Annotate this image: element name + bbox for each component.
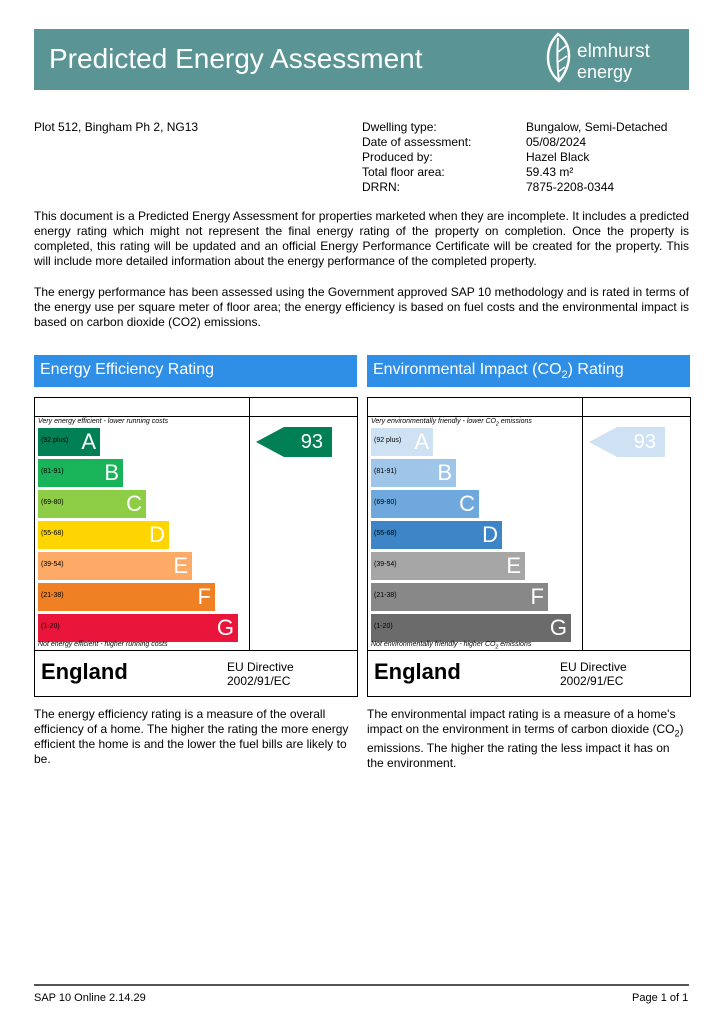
- environment-bottom-caption: [371, 641, 531, 650]
- dwelling-type-label: Dwelling type:: [362, 120, 437, 134]
- intro-paragraph-1: This document is a Predicted Energy Assessment for properties marketed when they are incomplete. It includes a predicted energy rating which might not represent the final energy rating of the property on completion. Once the property is completed, this rating will be updated and an official Energy Performance Certificate will be created for the property. This will include more detailed information about the energy performance of the completed property.: [34, 209, 689, 268]
- caption-text: Not environmentally friendly - higher CO: [371, 641, 496, 648]
- description-subscript: 2: [674, 728, 680, 739]
- energy-efficiency-heading: Energy Efficiency Rating: [34, 355, 357, 387]
- divider: [35, 416, 357, 417]
- dwelling-type-value: Bungalow, Semi-Detached: [526, 120, 668, 134]
- band-range: (69-80): [41, 499, 64, 506]
- description-text: The environmental impact rating is a measure of a home's impact on the environment in terms of carbon dioxide (CO: [367, 707, 676, 736]
- band-letter: B: [437, 460, 452, 485]
- current-rating-value: 93: [300, 431, 323, 453]
- band-range: (1-20): [41, 623, 60, 630]
- efficiency-country: England: [41, 659, 128, 684]
- software-version: SAP 10 Online 2.14.29: [34, 992, 146, 1004]
- intro-paragraph-2: The energy performance has been assessed using the Government approved SAP 10 methodology and is rated in terms of the energy use per square meter of floor area; the energy efficiency is based on fuel costs and the environmental impact is based on carbon dioxide (CO2) emissions.: [34, 285, 689, 329]
- band-range: (21-38): [374, 592, 397, 599]
- rating-band-c: [371, 490, 479, 518]
- efficiency-bottom-caption: Not energy efficient - higher running costs: [38, 641, 168, 648]
- directive-line-1: EU Directive: [560, 660, 627, 674]
- caption-text: Very environmentally friendly - lower CO: [371, 418, 497, 425]
- band-range: (39-54): [41, 561, 64, 568]
- divider: [582, 398, 583, 651]
- environmental-impact-chart: [367, 397, 691, 697]
- heading-subscript: 2: [561, 369, 568, 382]
- current-rating-arrow: [589, 427, 665, 457]
- drrn-value: 7875-2208-0344: [526, 180, 615, 194]
- rating-band-e: [371, 552, 525, 580]
- floor-area-label: Total floor area:: [362, 165, 445, 179]
- page-title: Predicted Energy Assessment: [49, 43, 423, 74]
- band-range: (21-38): [41, 592, 64, 599]
- band-letter: A: [81, 429, 96, 454]
- band-letter: A: [414, 429, 429, 454]
- divider: [368, 416, 690, 417]
- efficiency-top-caption: Very energy efficient - lower running costs: [38, 418, 169, 425]
- rating-band-d: [38, 521, 169, 549]
- band-range: (55-68): [374, 530, 397, 537]
- rating-band-a: [371, 428, 433, 456]
- current-rating-arrow: [256, 427, 332, 457]
- environment-directive: [560, 660, 627, 688]
- band-range: (92 plus): [374, 437, 402, 444]
- band-letter: G: [549, 615, 567, 640]
- rating-band-a: [38, 428, 100, 456]
- rating-band-d: [371, 521, 502, 549]
- environment-country: England: [374, 659, 461, 684]
- rating-band-b: [38, 459, 123, 487]
- band-letter: F: [530, 584, 544, 609]
- directive-line-2: 2002/91/EC: [227, 674, 291, 688]
- efficiency-directive: [227, 660, 294, 688]
- band-letter: C: [126, 491, 142, 516]
- caption-subscript: 2: [495, 644, 499, 651]
- divider: [249, 398, 250, 651]
- rating-band-g: [38, 614, 238, 642]
- page-number: Page 1 of 1: [632, 992, 689, 1004]
- band-letter: E: [506, 553, 521, 578]
- environmental-impact-heading: [367, 355, 690, 387]
- directive-line-1: EU Directive: [227, 660, 294, 674]
- rating-band-g: [371, 614, 571, 642]
- produced-by-value: Hazel Black: [526, 150, 590, 164]
- band-letter: G: [216, 615, 234, 640]
- band-letter: D: [482, 522, 498, 547]
- band-letter: D: [149, 522, 165, 547]
- band-range: (81-91): [41, 468, 64, 475]
- rating-band-f: [38, 583, 215, 611]
- caption-subscript: 2: [496, 421, 499, 428]
- environment-description: [367, 707, 685, 771]
- assessment-date-label: Date of assessment:: [362, 135, 472, 149]
- rating-band-c: [38, 490, 146, 518]
- assessment-date-value: 05/08/2024: [526, 135, 587, 149]
- description-text-end: ) emissions. The higher the rating the less impact it has on the environment.: [367, 722, 684, 771]
- environment-top-caption: [371, 418, 532, 427]
- band-range: (1-20): [374, 623, 393, 630]
- band-letter: E: [173, 553, 188, 578]
- floor-area-value: 59.43 m²: [526, 165, 574, 179]
- band-range: (39-54): [374, 561, 397, 568]
- produced-by-label: Produced by:: [362, 150, 433, 164]
- efficiency-description: The energy efficiency rating is a measure of the overall efficiency of a home. The higher the rating the more energy efficient the home is and the lower the fuel bills are likely to be.: [34, 707, 349, 766]
- band-letter: F: [197, 584, 211, 609]
- caption-text-end: emissions: [498, 418, 532, 425]
- drrn-label: DRRN:: [362, 180, 400, 194]
- leaf-logo-icon: [542, 32, 574, 84]
- current-rating-value: 93: [633, 431, 656, 453]
- band-range: (92 plus): [41, 437, 69, 444]
- rating-band-f: [371, 583, 548, 611]
- logo-subtitle: energy: [577, 62, 633, 82]
- band-range: (81-91): [374, 468, 397, 475]
- footer-divider: [34, 984, 689, 986]
- band-letter: B: [104, 460, 119, 485]
- divider: [35, 650, 357, 651]
- property-address: Plot 512, Bingham Ph 2, NG13: [34, 120, 199, 134]
- header-banner: [34, 29, 689, 90]
- rating-band-b: [371, 459, 456, 487]
- directive-line-2: 2002/91/EC: [560, 674, 624, 688]
- caption-text-end: emissions: [498, 641, 532, 648]
- rating-band-e: [38, 552, 192, 580]
- band-letter: C: [459, 491, 475, 516]
- logo-name: elmhurst: [577, 41, 650, 62]
- heading-text: Environmental Impact (CO: [373, 361, 562, 378]
- energy-efficiency-chart: [34, 397, 358, 697]
- band-range: (55-68): [41, 530, 64, 537]
- band-range: (69-80): [374, 499, 397, 506]
- heading-text-end: ) Rating: [567, 361, 624, 378]
